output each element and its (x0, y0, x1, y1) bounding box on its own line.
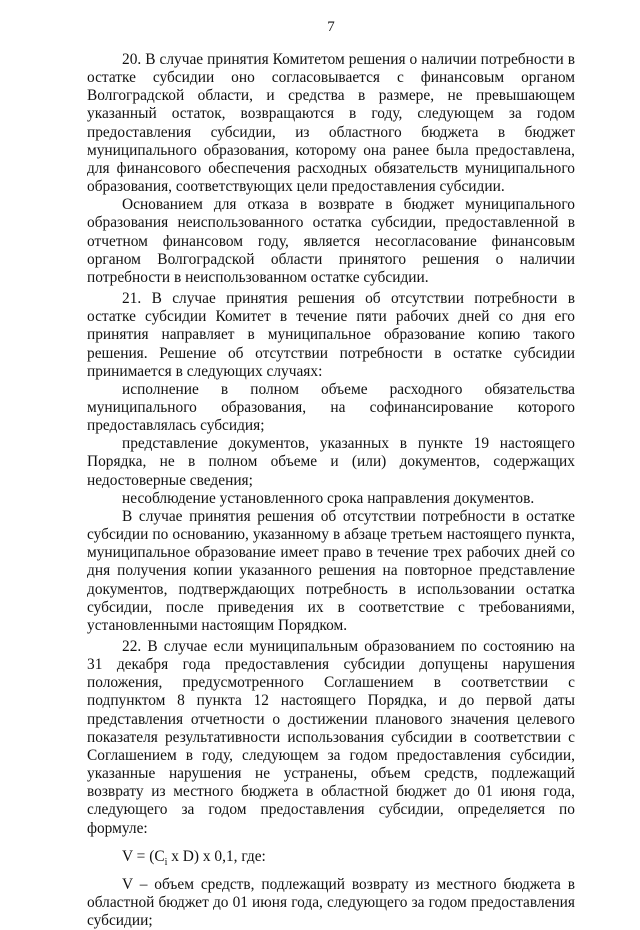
formula-subscript: i (164, 856, 168, 868)
formula-suffix: x D) x 0,1, где: (167, 847, 266, 865)
document-body (87, 51, 575, 930)
document-page (87, 0, 575, 930)
paragraph-22: 22. В случае если муниципальным образованием по состоянию на 31 декабря года предоставления субсидии допущены нарушения положения, предусмотренного Соглашением в соответствии с подпунктом 8 пункта 12 настоящего Порядка, и до первой даты представления отчетности о достижении планового значения целевого показателя результативности использования субсидии в соответствии с Соглашением в году, следующем за годом предоставления субсидии, указанные нарушения не устранены, объем средств, подлежащий возврату из местного бюджета в областной бюджет до 01 июня года, следующего за годом предоставления субсидии, определяется по формуле: (87, 638, 575, 837)
formula-prefix: V = (C (122, 847, 165, 865)
page-number: 7 (327, 19, 335, 35)
paragraph-21-case-2: представление документов, указанных в пункте 19 настоящего Порядка, не в полном объеме и (или) документов, содержащих недостоверные сведения; (87, 435, 575, 489)
formula (87, 848, 575, 866)
paragraph-22-v-definition: V – объем средств, подлежащий возврату из местного бюджета в областной бюджет до 01 июня года, следующего за годом предоставления субсидии; (87, 875, 575, 930)
paragraph-21-case-3: несоблюдение установленного срока направления документов. (122, 489, 535, 507)
paragraph-20-refusal-grounds: Основанием для отказа в возврате в бюджет муниципального образования неиспользованного остатка субсидии, предоставленной в отчетном финансовом году, является несогласование финансовым органом Волгоградской области принятого решения о наличии потребности в неиспользованном остатке субсидии. (87, 196, 575, 286)
paragraph-20: 20. В случае принятия Комитетом решения о наличии потребности в остатке субсидии оно согласовывается с финансовым органом Волгоградской области, и средства в размере, не превышающем указанный остаток, возвращаются в году, следующем за годом предоставления субсидии, из областного бюджета в бюджет муниципального образования, которому она ранее была предоставлена, для финансового обеспечения расходных обязательств муниципального образования, соответствующих цели предоставления субсидии. (87, 51, 575, 196)
paragraph-21-resubmission: В случае принятия решения об отсутствии потребности в остатке субсидии по основанию, указанному в абзаце третьем настоящего пункта, муниципальное образование имеет право в течение трех рабочих дней со дня получения копии указанного решения на повторное представление документов, подтверждающих потребность в использовании остатка субсидии, после приведения их в соответствие с требованиями, установленными настоящим Порядком. (87, 507, 575, 634)
paragraph-21: 21. В случае принятия решения об отсутствии потребности в остатке субсидии Комитет в течение пяти рабочих дней со дня его принятия направляет в муниципальное образование копию такого решения. Решение об отсутствии потребности в остатке субсидии принимается в следующих случаях: (87, 290, 575, 380)
paragraph-21-case-1: исполнение в полном объеме расходного обязательства муниципального образования, на софинансирование которого предоставлялась субсидия; (87, 380, 575, 435)
